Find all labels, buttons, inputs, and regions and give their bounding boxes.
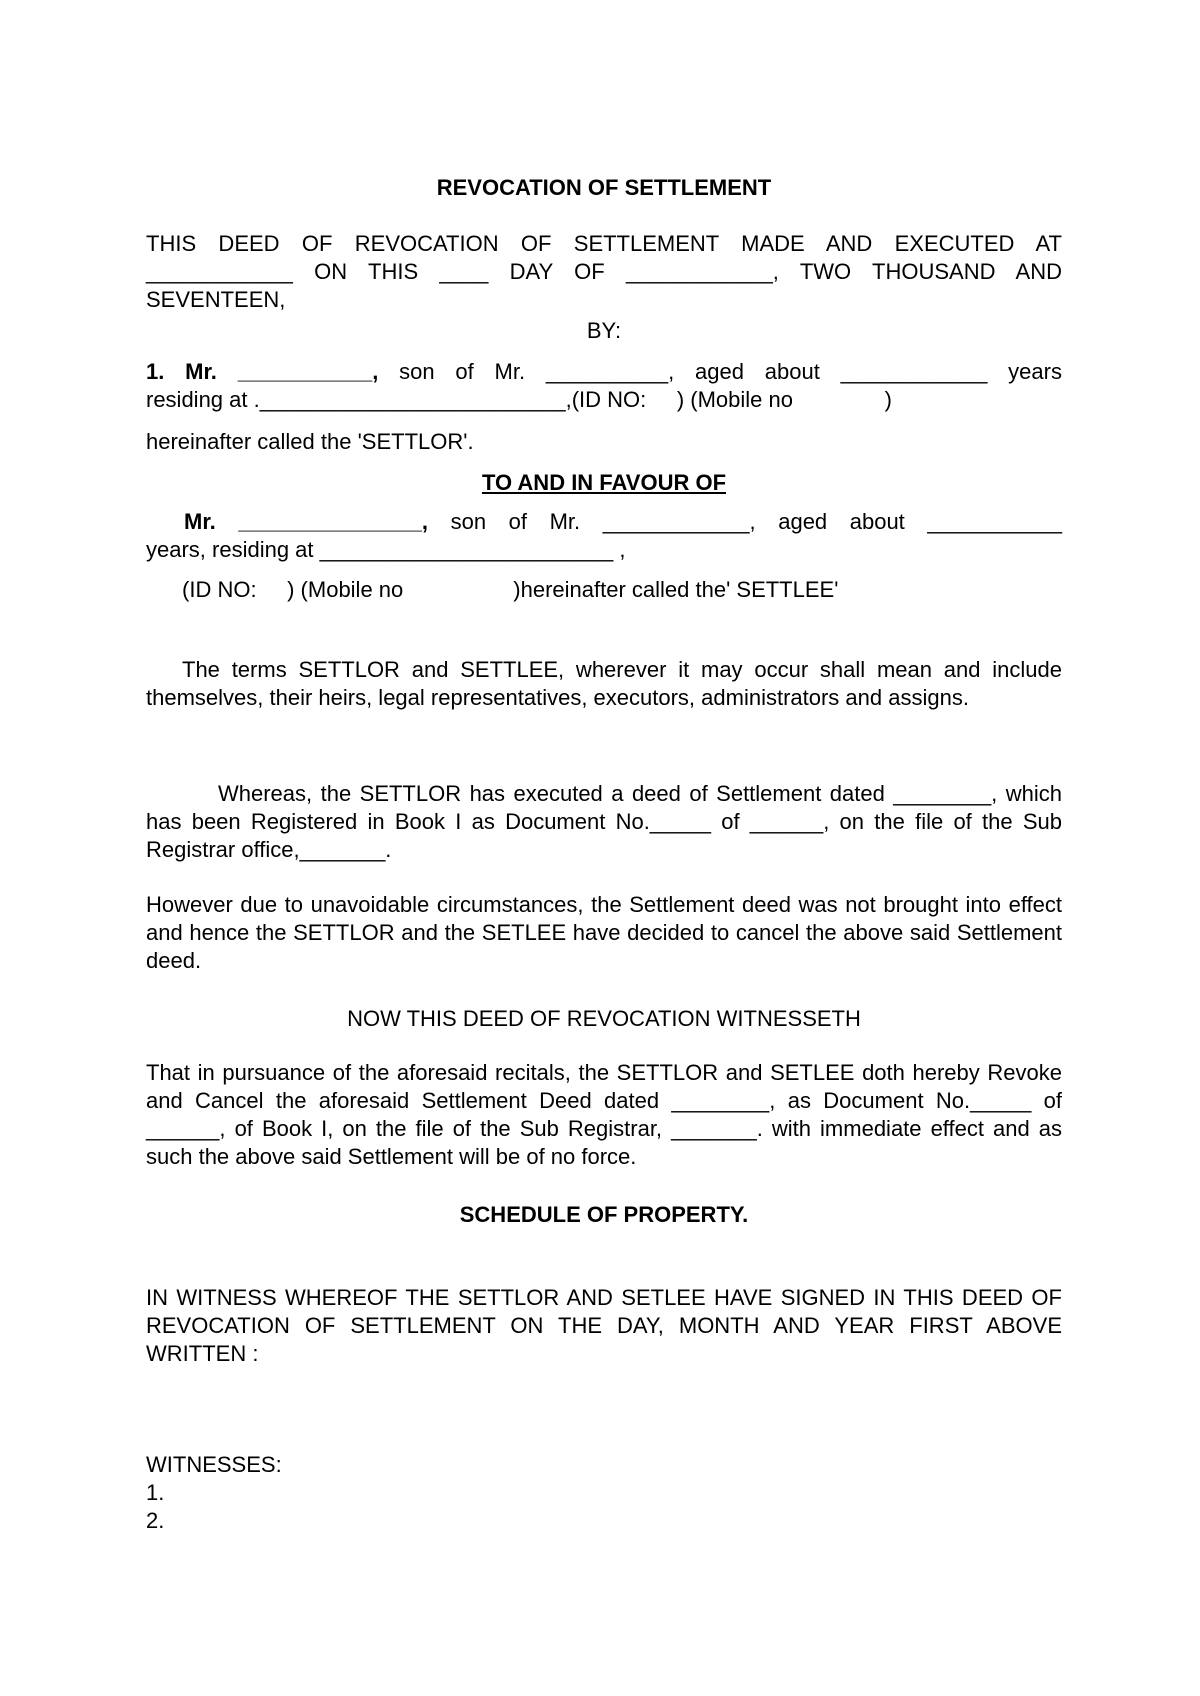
witness-2-number: 2. (146, 1508, 165, 1533)
witnesses-label: WITNESSES: (146, 1452, 282, 1477)
settlee-designation: (ID NO: ) (Mobile no )hereinafter called the' SETTLEE' (182, 577, 839, 602)
settlee-block (146, 508, 1062, 564)
intro-line-3: SEVENTEEN, (146, 287, 286, 312)
terms-paragraph: The terms SETTLOR and SETTLEE, wherever it may occur shall mean and include themselves, their heirs, legal representatives, executors, administrators and assigns. (146, 657, 1062, 710)
settlor-name-blank: ___________, (237, 359, 379, 384)
settlor-line-1-rest: son of Mr. __________, aged about ____________ years (399, 359, 1062, 384)
witness-1-number: 1. (146, 1480, 165, 1505)
witnesseth-heading: NOW THIS DEED OF REVOCATION WITNESSETH (347, 1006, 861, 1031)
whereas-paragraph: Whereas, the SETTLOR has executed a deed of Settlement dated ________, which has been Registered in Book I as Document No._____ of ______, on the file of the Sub Registrar office,_______. (146, 781, 1062, 862)
schedule-heading: SCHEDULE OF PROPERTY. (459, 1202, 749, 1227)
settlor-number: 1. (146, 359, 165, 384)
witnesses-section (146, 1451, 1062, 1535)
witness-paragraph: IN WITNESS WHEREOF THE SETTLOR AND SETLEE HAVE SIGNED IN THIS DEED OF REVOCATION OF SETTLEMENT ON THE DAY, MONTH AND YEAR FIRST ABOVE WRITTEN : (146, 1285, 1062, 1366)
settlee-line-2: years, residing at ________________________ , (146, 537, 626, 562)
settlor-line-2: residing at ._________________________,(ID NO: ) (Mobile no ) (146, 387, 893, 412)
document-title: REVOCATION OF SETTLEMENT (436, 175, 772, 200)
settlee-line-1-rest: son of Mr. ____________, aged about ___________ (450, 509, 1062, 534)
by-label: BY: (586, 318, 622, 343)
settlee-line-1 (146, 508, 1062, 536)
settlor-line-1 (146, 358, 1062, 386)
intro-line-1: THIS DEED OF REVOCATION OF SETTLEMENT MADE AND EXECUTED AT (146, 231, 1062, 256)
however-paragraph: However due to unavoidable circumstances, the Settlement deed was not brought into effect and hence the SETTLOR and the SETLEE have decided to cancel the above said Settlement deed. (146, 892, 1062, 973)
settlee-name-blank: _______________, (238, 509, 429, 534)
settlee-title: Mr. (184, 509, 216, 534)
intro-line-2: ____________ ON THIS ____ DAY OF ____________, TWO THOUSAND AND (146, 259, 1062, 284)
settlor-designation: hereinafter called the 'SETTLOR'. (146, 429, 474, 454)
favour-heading: TO AND IN FAVOUR OF (481, 470, 727, 495)
intro-paragraph (146, 230, 1062, 314)
pursuance-paragraph: That in pursuance of the aforesaid recitals, the SETTLOR and SETLEE doth hereby Revoke and Cancel the aforesaid Settlement Deed dated ________, as Document No._____ of ______, of Book I, on the file of the Sub Registrar, _______. with immediate effect and as such the above said Settlement will be of no force. (146, 1060, 1062, 1169)
settlor-title: Mr. (185, 359, 217, 384)
settlor-block (146, 358, 1062, 414)
